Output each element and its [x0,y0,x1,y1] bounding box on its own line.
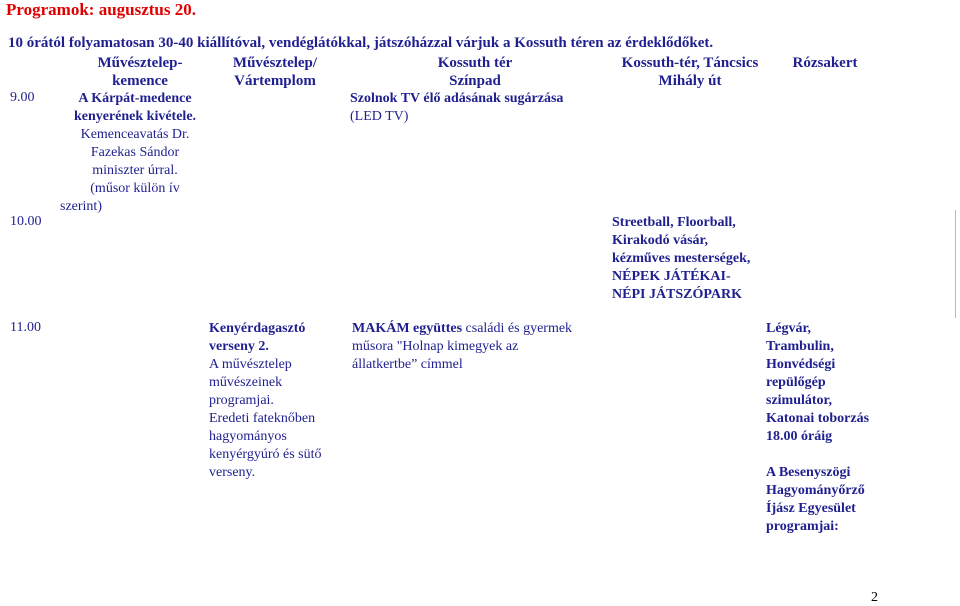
table-border [955,210,956,318]
program-line: Hagyományőrző [766,483,865,498]
program-line: kenyérgyúró és sütő [209,447,322,462]
intro-text: 10 órától folyamatosan 30-40 kiállítóval, vendéglátókkal, játszóházzal várjuk a Kossuth téren az érdeklődőket. [8,35,714,51]
header-line: Rózsakert [792,55,858,71]
program-line: Kirakodó vásár, [612,233,708,248]
program-line: A Besenyszögi [766,465,851,480]
program-line: Légvár, [766,321,811,336]
program-line: A művésztelep [209,357,292,372]
program-line: A Kárpát-medence [78,91,192,106]
header-line: Mihály út [658,73,722,89]
program-line: miniszter úrral. [92,163,178,178]
time-9-00: 9.00 [10,90,35,105]
program-line: szerint) [60,199,102,214]
tancsics-program-1000 [612,214,772,304]
vartemplom-program-1100 [209,320,359,482]
program-line: Katonai toborzás [766,411,870,426]
program-line: programjai: [766,519,839,534]
program-line: Fazekas Sándor [90,145,180,160]
szinpad-program-1100 [352,320,622,374]
header-line: Színpad [449,73,501,89]
program-line: (műsor külön ív [90,181,180,196]
program-text: családi és gyermek [462,321,573,336]
program-line: verseny 2. [209,339,269,354]
program-line: szimulátor, [766,393,832,408]
program-line: Eredeti fateknőben [209,411,316,426]
rozsakert-program-1100 [766,320,916,536]
time-11-00: 11.00 [10,320,41,335]
program-line: Streetball, Floorball, [612,215,736,230]
program-line: NÉPEK JÁTÉKAI- [612,269,731,284]
header-tancsics-mihaly-ut [590,54,790,90]
program-line [352,320,622,338]
program-line: állatkertbe” címmel [352,357,463,372]
program-line: kézműves mesterségek, [612,251,751,266]
program-line: műsora "Holnap kimegyek az [352,339,519,354]
header-line: Kossuth tér [437,55,513,71]
szinpad-program-900 [350,90,610,126]
header-rozsakert [770,54,880,72]
program-line: verseny. [209,465,256,480]
header-line: Kossuth-tér, Táncsics [621,55,759,71]
program-line: Trambulin, [766,339,834,354]
program-line: kenyerének kivétele. [73,109,197,124]
header-line: Művésztelep/ [232,55,318,71]
program-line: NÉPI JÁTSZÓPARK [612,287,743,302]
header-kossuth-ter-szinpad [385,54,565,90]
program-line: hagyományos [209,429,287,444]
program-line: Honvédségi [766,357,836,372]
program-line: (LED TV) [350,109,409,124]
page-number: 2 [871,590,878,605]
program-line-spacer [766,446,916,464]
page-title: Programok: augusztus 20. [6,0,196,19]
program-line: művészeinek [209,375,283,390]
program-line: Íjász Egyesület [766,501,856,516]
time-10-00: 10.00 [10,214,42,229]
program-line: programjai. [209,393,274,408]
header-muvesztelep-vartemplom [195,54,355,90]
program-line: Szolnok TV élő adásának sugárzása [350,91,564,106]
header-line: kemence [112,73,168,89]
program-line: Kenyérdagasztó [209,321,306,336]
header-line: Művésztelep- [97,55,183,71]
kemence-program [60,90,210,216]
ensemble-name: MAKÁM együttes [352,321,463,336]
program-line: repülőgép [766,375,826,390]
program-line: Kemenceavatás Dr. [80,127,190,142]
header-line: Vártemplom [234,73,316,89]
program-line: 18.00 óráig [766,429,833,444]
